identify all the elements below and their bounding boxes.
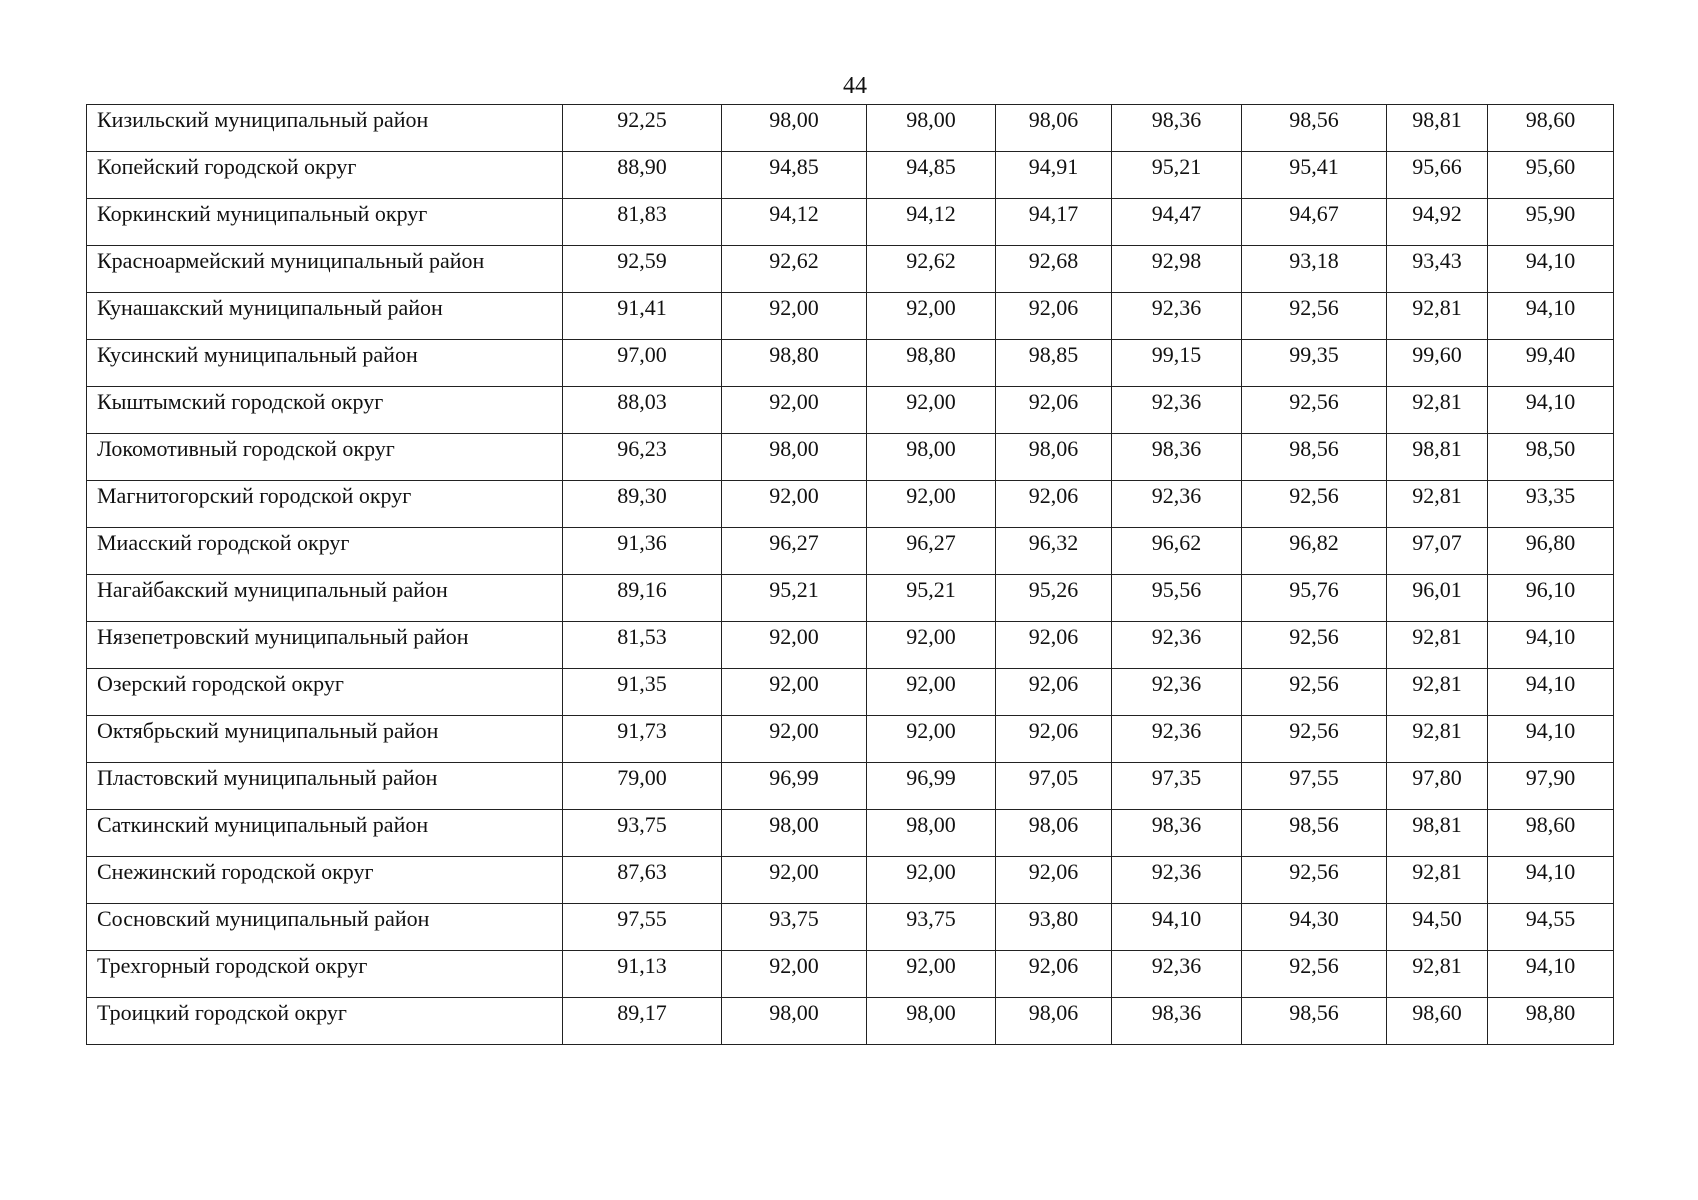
value-cell: 98,81 [1387, 434, 1488, 481]
value-cell: 95,41 [1242, 152, 1387, 199]
value-cell: 92,59 [563, 246, 722, 293]
value-cell: 91,13 [563, 951, 722, 998]
value-cell: 95,76 [1242, 575, 1387, 622]
value-cell: 92,56 [1242, 481, 1387, 528]
table-row [87, 434, 1614, 481]
value-cell: 98,00 [867, 998, 996, 1045]
value-cell: 97,55 [1242, 763, 1387, 810]
value-cell: 96,62 [1112, 528, 1242, 575]
value-cell: 92,56 [1242, 669, 1387, 716]
table-row [87, 716, 1614, 763]
table-row [87, 669, 1614, 716]
municipality-name-cell: Коркинский муниципальный округ [87, 199, 563, 246]
municipality-name-cell: Трехгорный городской округ [87, 951, 563, 998]
value-cell: 98,06 [996, 105, 1112, 152]
value-cell: 95,90 [1488, 199, 1614, 246]
value-cell: 96,99 [722, 763, 867, 810]
value-cell: 92,81 [1387, 387, 1488, 434]
value-cell: 92,81 [1387, 481, 1488, 528]
municipality-name-cell: Кыштымский городской округ [87, 387, 563, 434]
table-row [87, 105, 1614, 152]
municipality-name-cell: Копейский городской округ [87, 152, 563, 199]
value-cell: 93,35 [1488, 481, 1614, 528]
value-cell: 91,35 [563, 669, 722, 716]
value-cell: 92,00 [722, 951, 867, 998]
value-cell: 93,80 [996, 904, 1112, 951]
value-cell: 94,10 [1488, 857, 1614, 904]
value-cell: 96,82 [1242, 528, 1387, 575]
value-cell: 96,27 [722, 528, 867, 575]
value-cell: 92,00 [722, 622, 867, 669]
value-cell: 94,85 [722, 152, 867, 199]
value-cell: 94,10 [1112, 904, 1242, 951]
table-row [87, 998, 1614, 1045]
value-cell: 88,03 [563, 387, 722, 434]
value-cell: 99,60 [1387, 340, 1488, 387]
value-cell: 91,36 [563, 528, 722, 575]
value-cell: 92,81 [1387, 293, 1488, 340]
value-cell: 98,50 [1488, 434, 1614, 481]
value-cell: 92,06 [996, 293, 1112, 340]
value-cell: 92,68 [996, 246, 1112, 293]
value-cell: 89,30 [563, 481, 722, 528]
value-cell: 94,17 [996, 199, 1112, 246]
value-cell: 94,30 [1242, 904, 1387, 951]
value-cell: 92,81 [1387, 622, 1488, 669]
value-cell: 92,06 [996, 387, 1112, 434]
value-cell: 92,25 [563, 105, 722, 152]
value-cell: 92,06 [996, 716, 1112, 763]
table-row [87, 340, 1614, 387]
value-cell: 98,00 [867, 434, 996, 481]
value-cell: 96,99 [867, 763, 996, 810]
value-cell: 92,06 [996, 951, 1112, 998]
value-cell: 91,41 [563, 293, 722, 340]
value-cell: 94,50 [1387, 904, 1488, 951]
value-cell: 94,10 [1488, 246, 1614, 293]
value-cell: 97,90 [1488, 763, 1614, 810]
value-cell: 98,56 [1242, 105, 1387, 152]
value-cell: 98,36 [1112, 105, 1242, 152]
value-cell: 92,00 [722, 857, 867, 904]
value-cell: 98,36 [1112, 810, 1242, 857]
value-cell: 94,12 [722, 199, 867, 246]
value-cell: 95,21 [867, 575, 996, 622]
value-cell: 94,10 [1488, 669, 1614, 716]
value-cell: 92,62 [722, 246, 867, 293]
value-cell: 92,98 [1112, 246, 1242, 293]
value-cell: 79,00 [563, 763, 722, 810]
value-cell: 99,40 [1488, 340, 1614, 387]
table-row [87, 810, 1614, 857]
table-row [87, 622, 1614, 669]
value-cell: 92,36 [1112, 951, 1242, 998]
value-cell: 94,67 [1242, 199, 1387, 246]
municipality-name-cell: Пластовский муниципальный район [87, 763, 563, 810]
value-cell: 92,36 [1112, 481, 1242, 528]
municipality-name-cell: Кусинский муниципальный район [87, 340, 563, 387]
municipality-name-cell: Снежинский городской округ [87, 857, 563, 904]
table-row [87, 763, 1614, 810]
value-cell: 94,12 [867, 199, 996, 246]
table-row [87, 199, 1614, 246]
value-cell: 94,10 [1488, 622, 1614, 669]
value-cell: 98,56 [1242, 810, 1387, 857]
value-cell: 98,00 [722, 810, 867, 857]
data-table [86, 104, 1614, 1045]
value-cell: 92,56 [1242, 951, 1387, 998]
value-cell: 95,60 [1488, 152, 1614, 199]
value-cell: 94,10 [1488, 716, 1614, 763]
value-cell: 92,56 [1242, 857, 1387, 904]
value-cell: 92,06 [996, 857, 1112, 904]
value-cell: 96,27 [867, 528, 996, 575]
value-cell: 92,56 [1242, 293, 1387, 340]
value-cell: 92,36 [1112, 622, 1242, 669]
value-cell: 98,60 [1488, 105, 1614, 152]
table-row [87, 575, 1614, 622]
value-cell: 92,81 [1387, 951, 1488, 998]
value-cell: 92,00 [867, 857, 996, 904]
value-cell: 94,47 [1112, 199, 1242, 246]
value-cell: 96,23 [563, 434, 722, 481]
value-cell: 92,06 [996, 481, 1112, 528]
municipality-name-cell: Кунашакский муниципальный район [87, 293, 563, 340]
value-cell: 98,81 [1387, 105, 1488, 152]
table-row [87, 152, 1614, 199]
value-cell: 92,00 [867, 293, 996, 340]
table-body [87, 105, 1614, 1045]
value-cell: 92,56 [1242, 622, 1387, 669]
municipality-name-cell: Октябрьский муниципальный район [87, 716, 563, 763]
value-cell: 93,75 [722, 904, 867, 951]
municipality-name-cell: Саткинский муниципальный район [87, 810, 563, 857]
table-row [87, 387, 1614, 434]
value-cell: 98,00 [722, 434, 867, 481]
value-cell: 92,00 [722, 669, 867, 716]
table-row [87, 528, 1614, 575]
value-cell: 92,00 [867, 669, 996, 716]
value-cell: 98,06 [996, 434, 1112, 481]
municipality-name-cell: Кизильский муниципальный район [87, 105, 563, 152]
value-cell: 97,55 [563, 904, 722, 951]
value-cell: 94,91 [996, 152, 1112, 199]
value-cell: 95,21 [1112, 152, 1242, 199]
value-cell: 92,06 [996, 669, 1112, 716]
value-cell: 87,63 [563, 857, 722, 904]
value-cell: 92,56 [1242, 716, 1387, 763]
value-cell: 92,00 [867, 481, 996, 528]
value-cell: 92,36 [1112, 716, 1242, 763]
table-row [87, 904, 1614, 951]
value-cell: 92,00 [722, 481, 867, 528]
value-cell: 92,00 [722, 387, 867, 434]
municipality-name-cell: Нязепетровский муниципальный район [87, 622, 563, 669]
value-cell: 94,10 [1488, 951, 1614, 998]
value-cell: 92,36 [1112, 293, 1242, 340]
municipality-name-cell: Локомотивный городской округ [87, 434, 563, 481]
value-cell: 92,56 [1242, 387, 1387, 434]
value-cell: 92,00 [722, 293, 867, 340]
value-cell: 92,81 [1387, 669, 1488, 716]
value-cell: 92,36 [1112, 857, 1242, 904]
value-cell: 98,56 [1242, 434, 1387, 481]
value-cell: 99,35 [1242, 340, 1387, 387]
value-cell: 88,90 [563, 152, 722, 199]
value-cell: 96,80 [1488, 528, 1614, 575]
value-cell: 94,92 [1387, 199, 1488, 246]
value-cell: 92,62 [867, 246, 996, 293]
municipality-name-cell: Нагайбакский муниципальный район [87, 575, 563, 622]
municipality-name-cell: Красноармейский муниципальный район [87, 246, 563, 293]
value-cell: 92,00 [867, 387, 996, 434]
value-cell: 94,55 [1488, 904, 1614, 951]
value-cell: 96,32 [996, 528, 1112, 575]
value-cell: 97,05 [996, 763, 1112, 810]
value-cell: 92,00 [867, 951, 996, 998]
value-cell: 98,00 [722, 105, 867, 152]
value-cell: 98,06 [996, 998, 1112, 1045]
value-cell: 96,10 [1488, 575, 1614, 622]
value-cell: 81,83 [563, 199, 722, 246]
value-cell: 92,00 [867, 716, 996, 763]
value-cell: 93,75 [867, 904, 996, 951]
value-cell: 92,00 [867, 622, 996, 669]
value-cell: 98,60 [1488, 810, 1614, 857]
value-cell: 92,06 [996, 622, 1112, 669]
table-row [87, 481, 1614, 528]
value-cell: 98,00 [722, 998, 867, 1045]
value-cell: 92,81 [1387, 857, 1488, 904]
value-cell: 94,10 [1488, 387, 1614, 434]
municipality-name-cell: Озерский городской округ [87, 669, 563, 716]
value-cell: 91,73 [563, 716, 722, 763]
value-cell: 93,75 [563, 810, 722, 857]
value-cell: 98,85 [996, 340, 1112, 387]
value-cell: 98,80 [722, 340, 867, 387]
table-row [87, 951, 1614, 998]
table-row [87, 857, 1614, 904]
value-cell: 98,80 [867, 340, 996, 387]
value-cell: 92,36 [1112, 669, 1242, 716]
municipality-name-cell: Сосновский муниципальный район [87, 904, 563, 951]
value-cell: 98,60 [1387, 998, 1488, 1045]
value-cell: 92,36 [1112, 387, 1242, 434]
value-cell: 98,00 [867, 105, 996, 152]
value-cell: 97,00 [563, 340, 722, 387]
value-cell: 98,36 [1112, 434, 1242, 481]
municipality-name-cell: Троицкий городской округ [87, 998, 563, 1045]
value-cell: 95,66 [1387, 152, 1488, 199]
value-cell: 98,06 [996, 810, 1112, 857]
value-cell: 95,21 [722, 575, 867, 622]
value-cell: 94,10 [1488, 293, 1614, 340]
value-cell: 98,36 [1112, 998, 1242, 1045]
value-cell: 97,07 [1387, 528, 1488, 575]
value-cell: 97,35 [1112, 763, 1242, 810]
table-row [87, 246, 1614, 293]
value-cell: 94,85 [867, 152, 996, 199]
value-cell: 89,17 [563, 998, 722, 1045]
municipality-name-cell: Миасский городской округ [87, 528, 563, 575]
value-cell: 92,81 [1387, 716, 1488, 763]
value-cell: 97,80 [1387, 763, 1488, 810]
value-cell: 96,01 [1387, 575, 1488, 622]
value-cell: 93,43 [1387, 246, 1488, 293]
value-cell: 81,53 [563, 622, 722, 669]
value-cell: 93,18 [1242, 246, 1387, 293]
page-number: 44 [843, 73, 867, 99]
value-cell: 89,16 [563, 575, 722, 622]
value-cell: 95,56 [1112, 575, 1242, 622]
value-cell: 98,80 [1488, 998, 1614, 1045]
table-row [87, 293, 1614, 340]
value-cell: 92,00 [722, 716, 867, 763]
value-cell: 98,81 [1387, 810, 1488, 857]
value-cell: 95,26 [996, 575, 1112, 622]
municipality-name-cell: Магнитогорский городской округ [87, 481, 563, 528]
value-cell: 98,56 [1242, 998, 1387, 1045]
value-cell: 99,15 [1112, 340, 1242, 387]
value-cell: 98,00 [867, 810, 996, 857]
